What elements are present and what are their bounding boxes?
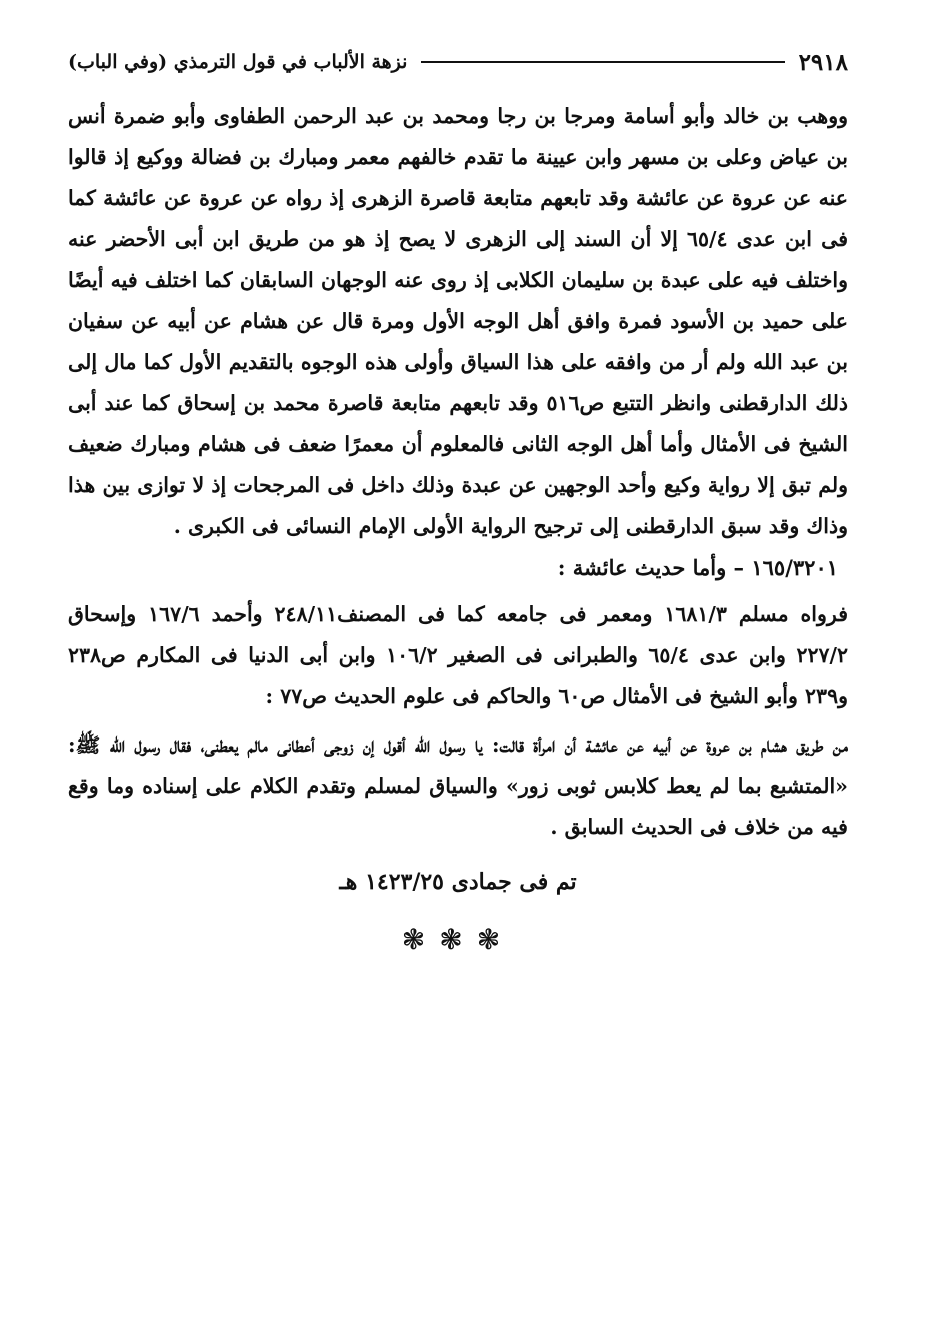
body-paragraph: ووهب بن خالد وأبو أسامة ومرجا بن رجا ومحمد بن عبد الرحمن الطفاوى وأبو ضمرة أنس بن عياض وعلى بن مسهر وابن عيينة ما تقدم خالفهم معمر ومبارك بن فضالة ووكيع إذ قالوا عنه عن عروة عن عائشة وقد تابعهم متابعة قاصرة الزهرى إذ رواه عن عروة عن عائشة كما فى ابن عدى ٦٥/٤ إلا أن السند إلى الزهرى لا يصح إذ هو من طريق ابن أبى الأحضر عنه واختلف فيه على عبدة بن سليمان الكلابى إذ روى عنه الوجهان السابقان كما اختلف فيه أيضًا على حميد بن الأسود فمرة وافق أهل الوجه الأول ومرة قال عن هشام عن أبيه عن سفيان بن عبد الله ولم أر من وافقه على هذا السياق وأولى هذه الوجوه بالتقديم الأول كما مال إلى ذلك الدارقطنى وانظر التتبع ص٥١٦ وقد تابعهم متابعة قاصرة محمد بن إسحاق كما عند أبى الشيخ فى الأمثال وأما أهل الوجه الثانى فالمعلوم أن معمرًا ضعف فى هشام ومبارك ضعيف ولم تبق إلا رواية وكيع وأحد الوجهين عن عبدة وذلك داخل فى المرجحات إذ لا توازى بين هذا وذاك وقد سبق الدارقطنى إلى ترجيح الرواية الأولى الإمام النسائى فى الكبرى . bbox=[68, 104, 849, 538]
ornament-divider: ❃❃❃ bbox=[401, 923, 515, 956]
header-rule bbox=[421, 61, 784, 63]
page-number: ٢٩١٨ bbox=[798, 48, 848, 76]
sources-paragraph: فرواه مسلم ١٦٨١/٣ ومعمر فى جامعه كما فى المصنف٢٤٨/١١ وأحمد ١٦٧/٦ وإسحاق ٢٢٧/٢ وابن عدى ٦٥/٤ والطبرانى فى الصغير ١٠٦/٢ وابن أبى الدنيا فى المكارم ص٢٣٨ و٢٣٩ وأبو الشيخ فى الأمثال ص٦٠ والحاكم فى علوم الحديث ص٧٧ : bbox=[68, 602, 849, 708]
section-heading: ١٦٥/٣٢٠١ – وأما حديث عائشة : bbox=[557, 555, 838, 580]
hadith-intro: من طريق هشام بن عروة عن أبيه عن عائشة أن امرأة قالت: يا رسول الله أقول إن زوجى أعطانى مالم يعطنى، فقال رسول الله ﷺ: bbox=[68, 733, 848, 757]
hadith-quote: «المتشبع بما لم يعط كلابس ثوبى زور» bbox=[506, 774, 848, 798]
book-page bbox=[68, 40, 848, 960]
book-title: نزهة الألباب في قول الترمذي (وفي الباب) bbox=[68, 51, 408, 73]
hadith-tail: والسياق لمسلم وتقدم الكلام على إسناده وما وقع فيه من خلاف فى الحديث السابق . bbox=[68, 774, 848, 839]
running-header bbox=[68, 40, 848, 84]
closing-date: تم فى جمادى ١٤٢٣/٢٥ هـ bbox=[339, 869, 577, 895]
hadith-paragraph bbox=[68, 725, 848, 848]
